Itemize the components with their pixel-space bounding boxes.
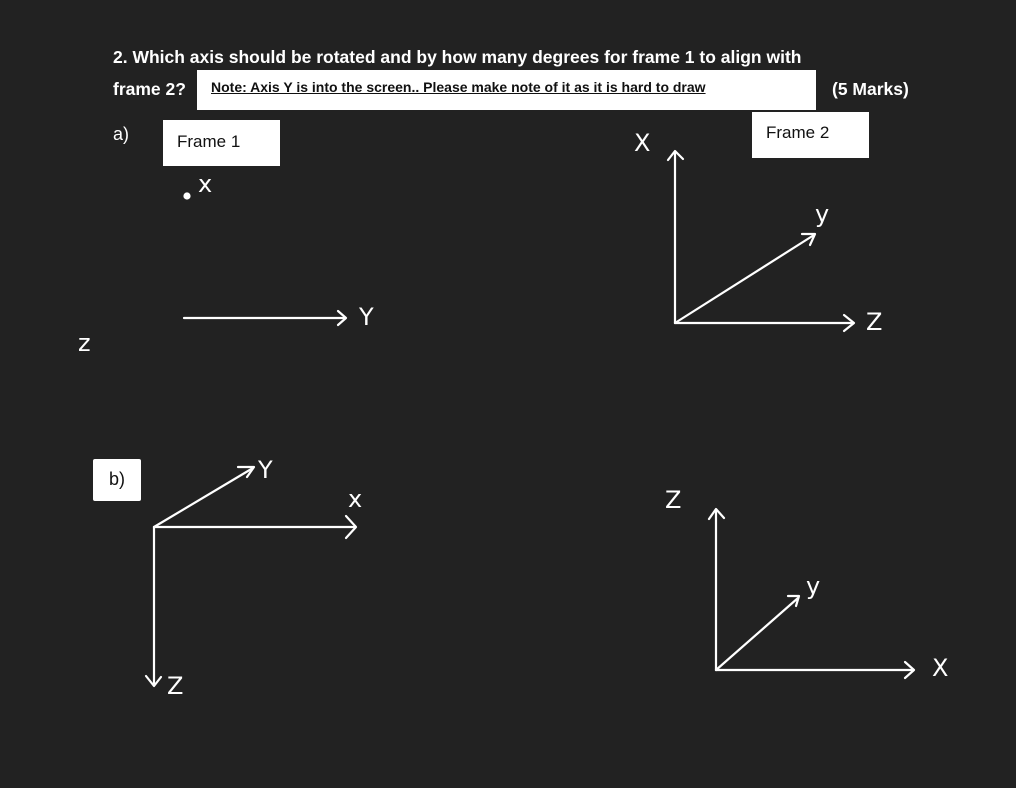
marks-label: (5 Marks) [832, 79, 909, 99]
a-frame2-y-label: y [815, 200, 830, 228]
b-frame2-x-label: X [932, 654, 949, 682]
a-frame1-x-label: x [198, 170, 213, 198]
frame-2-label: Frame 2 [752, 112, 869, 158]
part-b-label: b) [93, 459, 141, 501]
note-box: Note: Axis Y is into the screen.. Please make note of it as it is hard to draw [197, 70, 816, 110]
a-frame1-x-point [185, 194, 190, 199]
question-line-1: 2. Which axis should be rotated and by how many degrees for frame 1 to align with [113, 47, 802, 67]
a-frame2-x-label: X [634, 129, 651, 157]
b-frame2-y-label: y [806, 572, 821, 600]
b-frame1-z-label: Z [167, 672, 184, 700]
b-frame1-y-axis [154, 468, 253, 527]
question-line-2: frame 2? [113, 79, 186, 99]
a-frame2-y-axis [675, 235, 814, 323]
part-a-label: a) [113, 124, 130, 144]
b-frame1-x-label: x [348, 485, 363, 513]
frame-1-label: Frame 1 [163, 120, 280, 166]
b-frame2-y-axis [716, 598, 798, 670]
b-frame1-y-label: Y [258, 456, 273, 484]
a-frame1-y-label: Y [359, 303, 374, 331]
a-frame2-z-label: Z [866, 308, 883, 336]
b-frame2-z-label: Z [665, 486, 682, 514]
a-frame1-z-label: z [78, 329, 91, 357]
